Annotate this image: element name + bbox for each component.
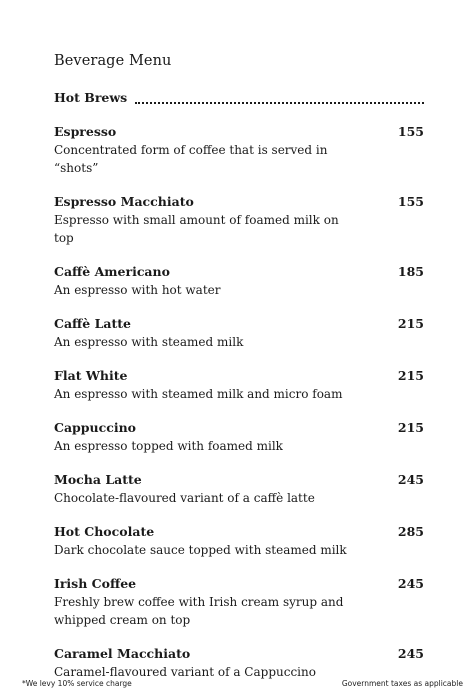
item-name: Cappuccino (54, 420, 137, 435)
menu-item (54, 315, 424, 351)
item-price: 215 (397, 420, 424, 435)
item-price: 245 (397, 646, 424, 661)
section-header (54, 90, 424, 105)
menu-item (54, 471, 424, 507)
menu-list (54, 123, 424, 697)
item-name: Espresso Macchiato (54, 194, 194, 209)
item-description: Espresso with small amount of foamed milk on top (54, 213, 339, 245)
service-charge-note: *We levy 10% service charge (22, 679, 132, 688)
item-name: Espresso (54, 124, 117, 139)
item-price: 245 (397, 472, 424, 487)
item-price: 245 (397, 576, 424, 591)
dotted-leader (135, 98, 424, 104)
section-title: Hot Brews (54, 90, 128, 105)
item-description: An espresso topped with foamed milk (54, 439, 283, 453)
menu-item (54, 367, 424, 403)
footer (22, 679, 463, 688)
item-price: 285 (397, 524, 424, 539)
menu-item (54, 419, 424, 455)
item-name: Mocha Latte (54, 472, 142, 487)
menu-item (54, 575, 424, 629)
item-description: Freshly brew coffee with Irish cream syrup and whipped cream on top (54, 595, 344, 627)
item-description: An espresso with hot water (54, 283, 221, 297)
item-description: An espresso with steamed milk (54, 335, 244, 349)
menu-item (54, 645, 424, 681)
item-description: Chocolate-flavoured variant of a caffè latte (54, 491, 315, 505)
tax-note: Government taxes as applicable (341, 679, 463, 688)
item-name: Irish Coffee (54, 576, 137, 591)
item-description: Dark chocolate sauce topped with steamed milk (54, 543, 347, 557)
item-description: Concentrated form of coffee that is served in “shots” (54, 143, 328, 175)
menu-item (54, 523, 424, 559)
menu-item (54, 123, 424, 177)
item-description: Caramel-flavoured variant of a Cappuccino (54, 665, 316, 679)
item-price: 155 (397, 194, 424, 209)
menu-item (54, 193, 424, 247)
menu-item (54, 263, 424, 299)
item-name: Caffè Latte (54, 316, 132, 331)
item-name: Flat White (54, 368, 128, 383)
item-price: 155 (397, 124, 424, 139)
page-title: Beverage Menu (54, 53, 172, 69)
item-price: 215 (397, 316, 424, 331)
item-name: Caffè Americano (54, 264, 170, 279)
item-price: 185 (397, 264, 424, 279)
item-name: Hot Chocolate (54, 524, 155, 539)
item-price: 215 (397, 368, 424, 383)
item-name: Caramel Macchiato (54, 646, 191, 661)
item-description: An espresso with steamed milk and micro foam (54, 387, 343, 401)
